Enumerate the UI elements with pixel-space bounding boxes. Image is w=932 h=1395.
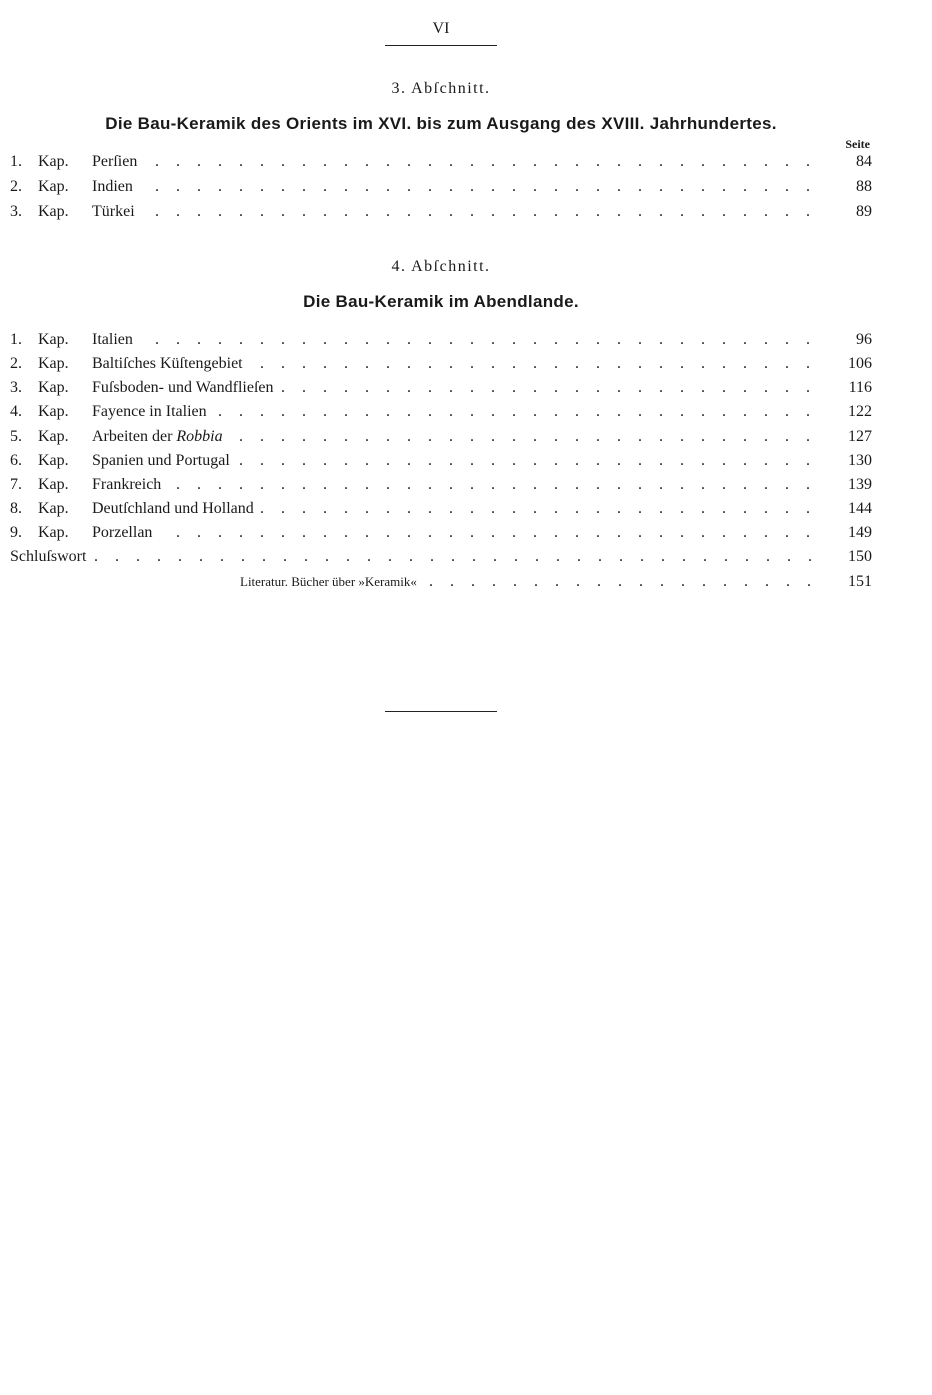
chapter-title: Fayence in Italien . . . bbox=[92, 400, 816, 424]
page-ref: 88 bbox=[856, 178, 872, 195]
toc-entry[interactable] bbox=[10, 328, 872, 352]
page-ref: 150 bbox=[848, 548, 872, 565]
page-ref: 122 bbox=[848, 403, 872, 420]
chapter-title-italic: Robbia bbox=[176, 428, 223, 445]
toc-entry-literature[interactable] bbox=[240, 571, 872, 593]
chapter-number: 7. bbox=[10, 476, 22, 493]
page-ref: 149 bbox=[848, 524, 872, 541]
page-ref: 84 bbox=[856, 153, 872, 170]
chapter-title: Fuſsboden- und Wandflieſen . . . bbox=[92, 376, 816, 400]
chapter-number: 2. bbox=[10, 355, 22, 372]
chapter-label: Kap. bbox=[38, 524, 69, 541]
chapter-label: Kap. bbox=[38, 153, 69, 170]
chapter-number: 2. bbox=[10, 178, 22, 195]
footer-rule bbox=[385, 711, 497, 712]
literature-title: Literatur. Bücher über »Keramik« . . . bbox=[240, 571, 816, 593]
chapter-title: Italien . . . bbox=[92, 328, 816, 352]
chapter-label: Kap. bbox=[38, 203, 69, 220]
chapter-label: Kap. bbox=[38, 476, 69, 493]
header-rule bbox=[385, 45, 497, 46]
chapter-title: Deutſchland und Holland . . . bbox=[92, 497, 816, 521]
chapter-label: Kap. bbox=[38, 500, 69, 517]
page-ref: 151 bbox=[848, 573, 872, 590]
chapter-number: 3. bbox=[10, 379, 22, 396]
chapter-title: Frankreich . . . bbox=[92, 473, 816, 497]
toc-entry[interactable] bbox=[10, 497, 872, 521]
page-ref: 139 bbox=[848, 476, 872, 493]
chapter-label: Kap. bbox=[38, 355, 69, 372]
toc-entry[interactable] bbox=[10, 175, 872, 199]
page-column-header: Seite bbox=[845, 137, 870, 151]
section3-title: Die Bau-Keramik des Orients im XVI. bis zum Ausgang des XVIII. Jahrhundertes. bbox=[105, 114, 777, 133]
chapter-label: Kap. bbox=[38, 331, 69, 348]
toc-entry[interactable] bbox=[10, 150, 872, 174]
chapter-label: Kap. bbox=[38, 452, 69, 469]
page-ref: 116 bbox=[848, 379, 872, 396]
closing-title: Schluſswort . . . bbox=[10, 545, 816, 569]
chapter-number: 4. bbox=[10, 403, 22, 420]
chapter-number: 1. bbox=[10, 331, 22, 348]
chapter-label: Kap. bbox=[38, 428, 69, 445]
toc-entry[interactable] bbox=[10, 376, 872, 400]
page-ref: 144 bbox=[848, 500, 872, 517]
chapter-number: 1. bbox=[10, 153, 22, 170]
toc-entry[interactable] bbox=[10, 200, 872, 224]
toc-entry[interactable] bbox=[10, 425, 872, 449]
chapter-title: Perſien . . . bbox=[92, 150, 816, 174]
chapter-title: Porzellan . . . bbox=[92, 521, 816, 545]
section4-title: Die Bau-Keramik im Abendlande. bbox=[303, 292, 579, 311]
chapter-title: Baltiſches Küſtengebiet . . . bbox=[92, 352, 816, 376]
chapter-title bbox=[92, 425, 816, 449]
page-ref: 130 bbox=[848, 452, 872, 469]
toc-entry[interactable] bbox=[10, 521, 872, 545]
chapter-number: 9. bbox=[10, 524, 22, 541]
page-ref: 106 bbox=[848, 355, 872, 372]
page-ref: 89 bbox=[856, 203, 872, 220]
toc-entry[interactable] bbox=[10, 400, 872, 424]
page-ref: 96 bbox=[856, 331, 872, 348]
toc-entry-closing[interactable] bbox=[10, 545, 872, 569]
chapter-title-text: Arbeiten der bbox=[92, 428, 177, 445]
chapter-number: 8. bbox=[10, 500, 22, 517]
chapter-title: Spanien und Portugal . . . bbox=[92, 449, 816, 473]
chapter-number: 5. bbox=[10, 428, 22, 445]
section3-label: 3. Abſchnitt. bbox=[391, 80, 491, 97]
toc-entry[interactable] bbox=[10, 473, 872, 497]
page-number: VI bbox=[432, 20, 450, 37]
toc-entry[interactable] bbox=[10, 352, 872, 376]
chapter-title: Türkei . . . bbox=[92, 200, 816, 224]
chapter-number: 6. bbox=[10, 452, 22, 469]
toc-entry[interactable] bbox=[10, 449, 872, 473]
page-ref: 127 bbox=[848, 428, 872, 445]
section4-label: 4. Abſchnitt. bbox=[391, 258, 491, 275]
chapter-label: Kap. bbox=[38, 178, 69, 195]
chapter-label: Kap. bbox=[38, 403, 69, 420]
chapter-label: Kap. bbox=[38, 379, 69, 396]
chapter-title: Indien . . . bbox=[92, 175, 816, 199]
chapter-number: 3. bbox=[10, 203, 22, 220]
